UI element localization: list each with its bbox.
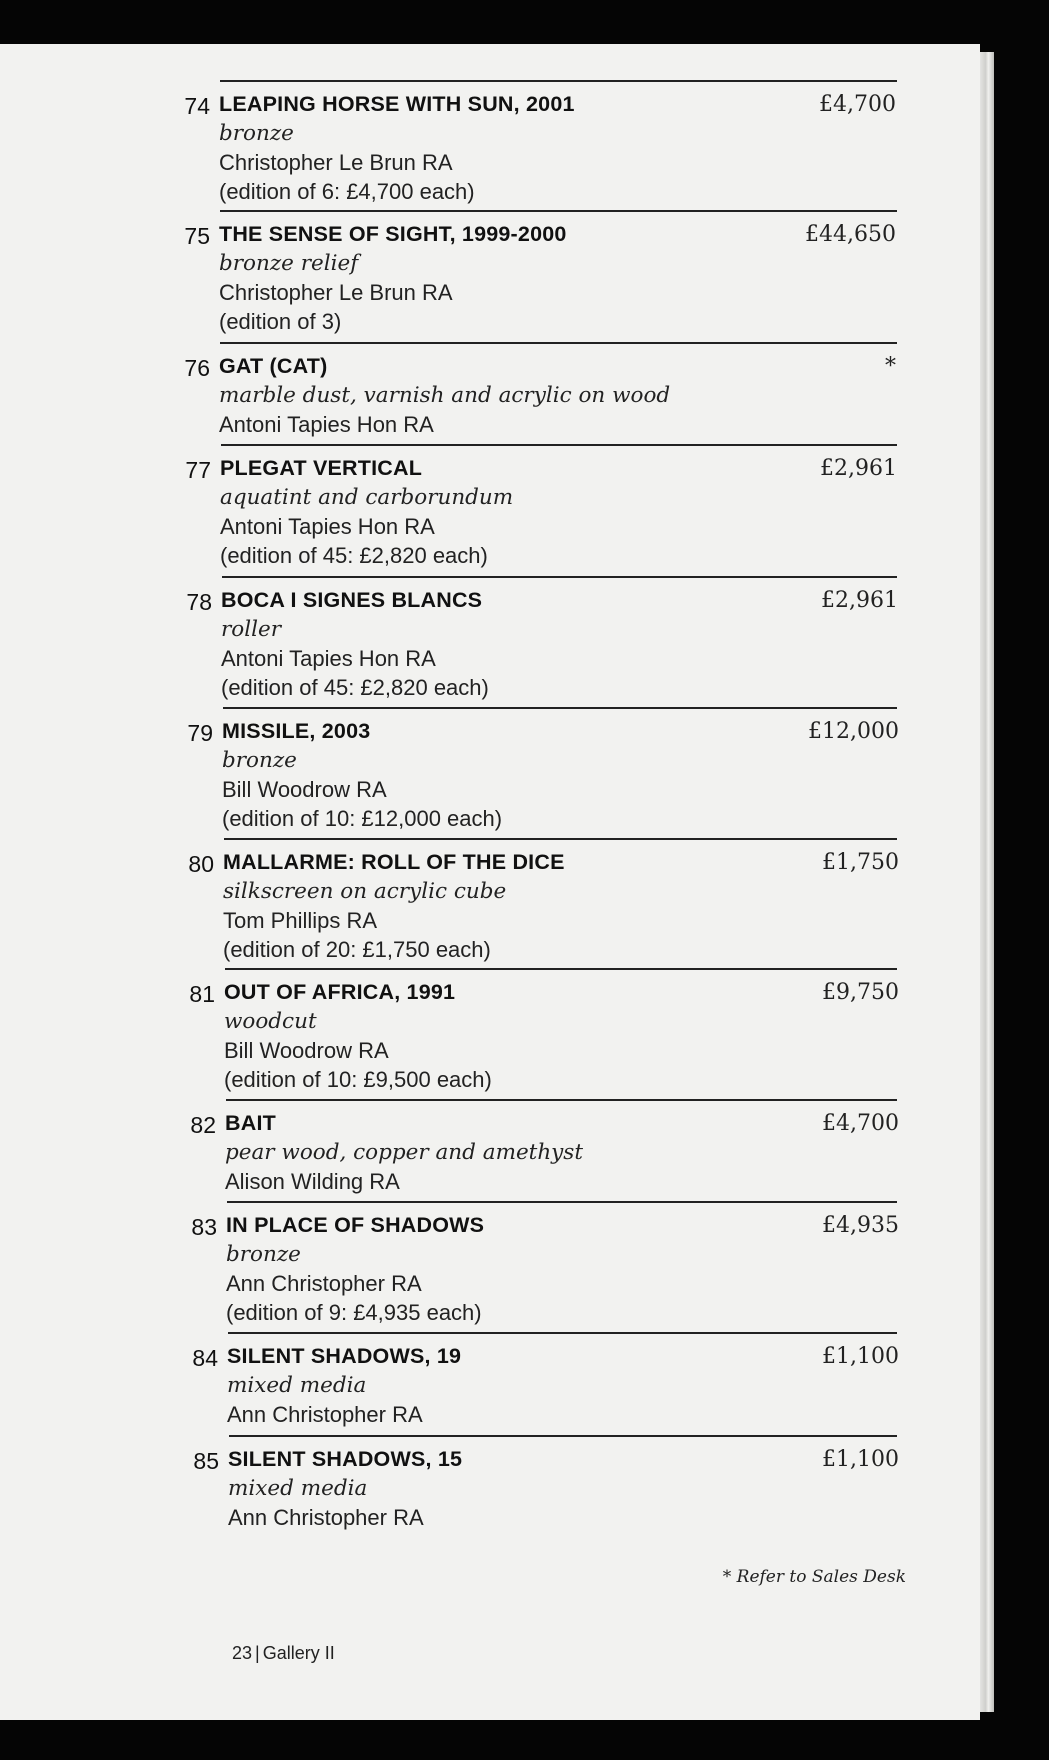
footnote: * Refer to Sales Desk <box>722 1567 906 1587</box>
entry-rule <box>226 1099 897 1101</box>
entry-number: 77 <box>185 457 211 483</box>
entry-medium: aquatint and carborundum <box>220 485 514 510</box>
entry-medium: bronze <box>219 121 294 146</box>
page-number: 23 <box>232 1643 253 1663</box>
entry-title: MALLARME: ROLL OF THE DICE <box>223 850 565 874</box>
entry-medium: bronze relief <box>219 251 359 276</box>
entry-title: PLEGAT VERTICAL <box>220 456 423 480</box>
entry-medium: pear wood, copper and amethyst <box>225 1140 583 1165</box>
entry-edition: (edition of 45: £2,820 each) <box>220 543 488 568</box>
entry-rule <box>220 210 897 212</box>
entry-medium: bronze <box>222 748 297 773</box>
entry-number: 82 <box>190 1112 216 1138</box>
page-folio <box>232 1643 335 1664</box>
entry-edition: (edition of 45: £2,820 each) <box>221 675 489 700</box>
entry-number: 78 <box>186 589 212 615</box>
entry-rule <box>223 707 897 709</box>
entry-rule <box>229 1435 897 1437</box>
entry-edition: (edition of 10: £12,000 each) <box>222 806 503 831</box>
entry-number: 85 <box>193 1448 219 1474</box>
entry-artist: Bill Woodrow RA <box>224 1038 389 1063</box>
entry-title: OUT OF AFRICA, 1991 <box>224 980 456 1004</box>
entry-rule <box>225 968 897 970</box>
entry-number: 83 <box>191 1214 217 1240</box>
entry-artist: Bill Woodrow RA <box>222 777 387 802</box>
entry-rule <box>224 838 897 840</box>
folio-separator: | <box>255 1643 260 1663</box>
entry-rule <box>221 444 897 446</box>
entry-artist: Christopher Le Brun RA <box>219 280 453 305</box>
entry-number: 76 <box>184 355 210 381</box>
entry-price: £2,961 <box>821 588 898 613</box>
entry-title: THE SENSE OF SIGHT, 1999-2000 <box>219 222 567 246</box>
entry-price: £1,100 <box>822 1344 899 1369</box>
entry-artist: Antoni Tapies Hon RA <box>219 412 434 437</box>
entry-price: * <box>885 354 896 379</box>
entry-medium: marble dust, varnish and acrylic on wood <box>219 383 671 408</box>
entry-price: £4,700 <box>822 1111 899 1136</box>
entry-number: 84 <box>192 1345 218 1371</box>
entry-artist: Antoni Tapies Hon RA <box>221 646 436 671</box>
entry-artist: Christopher Le Brun RA <box>219 150 453 175</box>
entry-edition: (edition of 20: £1,750 each) <box>223 937 491 962</box>
entry-price: £12,000 <box>808 719 899 744</box>
entry-artist: Ann Christopher RA <box>228 1505 424 1530</box>
entry-title: LEAPING HORSE WITH SUN, 2001 <box>219 92 575 116</box>
entry-price: £4,700 <box>819 92 896 117</box>
entry-artist: Ann Christopher RA <box>227 1402 423 1427</box>
entry-price: £4,935 <box>822 1213 899 1238</box>
entry-title: BOCA I SIGNES BLANCS <box>221 588 483 612</box>
entry-edition: (edition of 6: £4,700 each) <box>219 179 475 204</box>
entry-title: SILENT SHADOWS, 15 <box>228 1447 463 1471</box>
entry-number: 74 <box>184 93 210 119</box>
entry-medium: mixed media <box>227 1373 367 1398</box>
entry-rule <box>220 342 897 344</box>
entry-price: £2,961 <box>820 456 897 481</box>
entry-price: £1,750 <box>822 850 899 875</box>
entry-title: GAT (CAT) <box>219 354 328 378</box>
entry-artist: Ann Christopher RA <box>226 1271 422 1296</box>
entry-title: SILENT SHADOWS, 19 <box>227 1344 462 1368</box>
entry-price: £9,750 <box>822 980 899 1005</box>
entry-artist: Antoni Tapies Hon RA <box>220 514 435 539</box>
entry-rule <box>222 576 897 578</box>
entry-medium: silkscreen on acrylic cube <box>223 879 507 904</box>
entry-artist: Tom Phillips RA <box>223 908 378 933</box>
entry-rule <box>227 1201 897 1203</box>
entry-price: £1,100 <box>822 1447 899 1472</box>
entry-rule <box>220 80 897 82</box>
entry-medium: woodcut <box>224 1009 317 1034</box>
entry-rule <box>228 1332 897 1334</box>
section-name: Gallery II <box>262 1643 335 1663</box>
entry-medium: roller <box>221 617 281 642</box>
entry-price: £44,650 <box>805 222 896 247</box>
entry-medium: bronze <box>226 1242 301 1267</box>
entry-number: 75 <box>184 223 210 249</box>
entry-number: 79 <box>187 720 213 746</box>
entry-title: IN PLACE OF SHADOWS <box>226 1213 485 1237</box>
entry-medium: mixed media <box>228 1476 368 1501</box>
entry-title: MISSILE, 2003 <box>222 719 371 743</box>
page-edge <box>980 52 994 1712</box>
entry-edition: (edition of 3) <box>219 309 342 334</box>
entry-edition: (edition of 9: £4,935 each) <box>226 1300 482 1325</box>
entry-number: 81 <box>189 981 215 1007</box>
entry-title: BAIT <box>225 1111 276 1135</box>
entry-edition: (edition of 10: £9,500 each) <box>224 1067 492 1092</box>
entry-artist: Alison Wilding RA <box>225 1169 400 1194</box>
entry-number: 80 <box>188 851 214 877</box>
